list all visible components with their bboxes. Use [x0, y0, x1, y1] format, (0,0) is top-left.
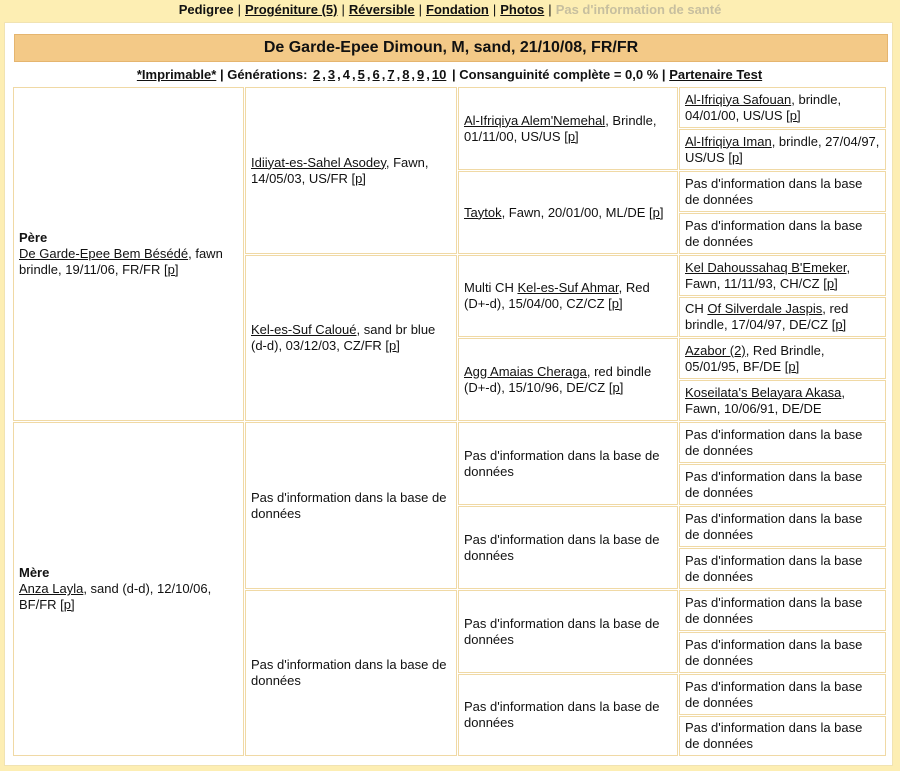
no-info-text: Pas d'information dans la base de données	[685, 510, 863, 542]
gen3-sds-photo-link[interactable]: [p]	[608, 296, 623, 311]
gen3-sds-details: , Red (D+-d), 15/04/00, CZ/CZ	[464, 280, 650, 311]
no-info-text: Pas d'information dans la base de données	[685, 175, 863, 207]
gen4-sddd-link[interactable]: Koseilata's Belayara Akasa	[685, 384, 842, 400]
paternal-grandsire-link[interactable]: Idiiyat-es-Sahel Asodey	[251, 154, 386, 170]
paternal-granddam-details: , sand br blue (d-d), 03/12/03, CZ/FR	[251, 322, 436, 353]
gen3-dds-cell	[458, 590, 678, 673]
gen3-sds-title: Multi CH	[464, 280, 518, 295]
gen4-sdsd-cell	[679, 297, 886, 337]
info-line	[5, 66, 894, 84]
paternal-granddam-link[interactable]: Kel-es-Suf Caloué	[251, 322, 357, 337]
top-navigation	[0, 0, 900, 22]
gen3-sdd-cell	[458, 338, 678, 421]
gen3-ssd-link[interactable]: Taytok	[464, 204, 502, 220]
gen4-sdss-photo-link[interactable]: [p]	[823, 275, 838, 291]
nav-foundation-link[interactable]: Fondation	[426, 2, 489, 17]
no-info-text: Pas d'information dans la base de données	[685, 217, 863, 249]
nav-photos-link[interactable]: Photos	[500, 2, 545, 17]
gen3-sds-link[interactable]: Kel-es-Suf Ahmar	[517, 280, 619, 295]
gen4-sdsd-photo-link[interactable]: [p]	[831, 317, 847, 332]
gen4-dddd-cell	[679, 716, 886, 756]
nav-health-disabled: Pas d'information de santé	[555, 2, 722, 17]
gen4-ssdd-cell	[679, 213, 886, 254]
generations-label: Générations:	[227, 67, 308, 82]
gen4-sdds-details: , Red Brindle, 05/01/95, BF/DE	[685, 342, 825, 374]
gen3-sdd-link[interactable]: Agg Amaias Cheraga	[464, 363, 587, 379]
no-info-text: Pas d'information dans la base de données	[685, 426, 863, 458]
no-info-text: Pas d'information dans la base de données	[685, 468, 863, 500]
nav-separator: |	[237, 2, 241, 17]
gen3-sss-details: , Brindle, 01/11/00, US/US	[464, 112, 657, 144]
gen3-ddd-cell	[458, 674, 678, 756]
sire-photo-link[interactable]: [p]	[164, 262, 179, 277]
gen3-sds-cell	[458, 255, 678, 337]
generation-link-3[interactable]: 3	[327, 67, 336, 82]
generation-link-8[interactable]: 8	[402, 67, 410, 82]
nav-separator: |	[341, 2, 345, 17]
gen4-dssd-cell	[679, 464, 886, 505]
pedigree-panel	[4, 22, 893, 766]
gen4-sdsd-title: CH	[685, 301, 708, 316]
gen4-sdsd-link[interactable]: Of Silverdale Jaspis	[707, 301, 823, 316]
gen4-ssss-link[interactable]: Al-Ifriqiya Safouan	[685, 91, 792, 107]
no-info-text: Pas d'information dans la base de données	[251, 657, 447, 688]
gen3-sss-link[interactable]: Al-Ifriqiya Alem'Nemehal	[464, 112, 606, 128]
paternal-grandsire-photo-link[interactable]: [p]	[351, 170, 366, 186]
generation-current-4: 4	[342, 67, 350, 82]
no-info-text: Pas d'information dans la base de données	[464, 615, 660, 647]
gen3-dss-cell	[458, 422, 678, 505]
dam-name-link[interactable]: Anza Layla	[19, 581, 84, 596]
maternal-granddam-cell	[245, 590, 457, 756]
gen3-sdd-details: , red bindle (D+-d), 15/10/96, DE/CZ	[464, 363, 652, 395]
no-info-text: Pas d'information dans la base de données	[464, 699, 660, 730]
printable-link[interactable]: *Imprimable*	[136, 67, 217, 82]
gen4-sddd-details: , Fawn, 10/06/91, DE/DE	[685, 384, 846, 416]
gen4-sdss-details: , Fawn, 11/11/93, CH/CZ	[685, 259, 851, 291]
no-info-text: Pas d'information dans la base de données	[685, 720, 863, 751]
gen3-dsd-cell	[458, 506, 678, 589]
gen4-sdds-photo-link[interactable]: [p]	[784, 358, 800, 374]
dam-cell	[13, 422, 244, 756]
no-info-text: Pas d'information dans la base de données	[464, 531, 660, 563]
gen4-ssss-cell	[679, 87, 886, 128]
gen4-sssd-details: , brindle, 27/04/97, US/US	[685, 133, 880, 165]
gen3-ssd-photo-link[interactable]: [p]	[648, 204, 664, 220]
generation-link-5[interactable]: 5	[357, 67, 365, 82]
gen4-sssd-cell	[679, 129, 886, 170]
gen3-sss-cell	[458, 87, 678, 170]
gen4-dsds-cell	[679, 506, 886, 547]
paternal-granddam-photo-link[interactable]: [p]	[385, 338, 400, 353]
inbreeding-value: Consanguinité complète = 0,0 %	[459, 67, 659, 82]
gen4-dsss-cell	[679, 422, 886, 463]
nav-reversible-link[interactable]: Réversible	[348, 2, 415, 17]
sire-cell	[13, 87, 244, 421]
gen4-sdsd-details: , red brindle, 17/04/97, DE/CZ	[685, 301, 849, 332]
no-info-text: Pas d'information dans la base de données	[464, 447, 660, 479]
sire-role-label: Père	[19, 230, 48, 245]
gen4-sdss-cell	[679, 255, 886, 296]
gen4-sddd-cell	[679, 380, 886, 421]
dam-role-label: Mère	[19, 565, 50, 580]
gen4-ssss-photo-link[interactable]: [p]	[786, 107, 801, 123]
nav-separator: |	[492, 2, 497, 17]
gen4-ddds-cell	[679, 674, 886, 715]
info-separator: |	[219, 67, 224, 82]
info-separator: |	[452, 67, 456, 82]
no-info-text: Pas d'information dans la base de données	[685, 678, 863, 710]
generation-link-2[interactable]: 2	[313, 67, 321, 82]
nav-separator: |	[418, 2, 423, 17]
gen4-ddsd-cell	[679, 632, 886, 673]
gen3-sss-photo-link[interactable]: [p]	[564, 128, 579, 144]
info-separator: |	[661, 67, 666, 82]
paternal-granddam-cell	[245, 255, 457, 421]
gen4-sssd-link[interactable]: Al-Ifriqiya Iman	[685, 133, 772, 149]
no-info-text: Pas d'information dans la base de données	[685, 552, 863, 584]
gen3-sdd-photo-link[interactable]: [p]	[608, 379, 624, 395]
dam-details: , sand (d-d), 12/10/06, BF/FR	[19, 581, 212, 612]
paternal-grandsire-cell	[245, 87, 457, 254]
generation-link-9[interactable]: 9	[417, 67, 425, 82]
gen4-ddss-cell	[679, 590, 886, 631]
gen3-ssd-details: , Fawn, 20/01/00, ML/DE	[501, 204, 649, 220]
maternal-grandsire-cell	[245, 422, 457, 589]
sire-details: , fawn brindle, 19/11/06, FR/FR	[19, 246, 223, 277]
gen4-sdss-link[interactable]: Kel Dahoussahaq B'Emeker	[685, 259, 847, 275]
test-partner-link[interactable]: Partenaire Test	[669, 67, 763, 82]
generation-link-7[interactable]: 7	[387, 67, 395, 82]
gen4-sdds-link[interactable]: Azabor (2)	[685, 342, 746, 358]
nav-separator: |	[548, 2, 552, 17]
nav-pedigree: Pedigree	[178, 2, 234, 17]
sire-name-link[interactable]: De Garde-Epee Bem Bésédé	[19, 246, 189, 261]
gen4-ssss-details: , brindle, 04/01/00, US/US	[685, 91, 842, 123]
gen4-sssd-photo-link[interactable]: [p]	[728, 149, 743, 165]
paternal-grandsire-details: , Fawn, 14/05/03, US/FR	[251, 154, 429, 186]
generation-link-10[interactable]: 10	[431, 67, 447, 82]
generations-list: 2 , 3 , 4 , 5 , 6 , 7 , 8 , 9 , 10	[313, 67, 447, 82]
generation-link-6[interactable]: 6	[372, 67, 380, 82]
no-info-text: Pas d'information dans la base de données	[685, 594, 863, 626]
page-title: De Garde-Epee Dimoun, M, sand, 21/10/08, FR/FR	[14, 34, 888, 62]
no-info-text: Pas d'information dans la base de données	[251, 489, 447, 521]
gen3-ssd-cell	[458, 171, 678, 254]
dam-photo-link[interactable]: [p]	[60, 597, 75, 612]
gen4-sdds-cell	[679, 338, 886, 379]
no-info-text: Pas d'information dans la base de données	[685, 636, 863, 668]
gen4-dsdd-cell	[679, 548, 886, 589]
nav-progeny-link[interactable]: Progéniture (5)	[245, 2, 338, 17]
gen4-ssds-cell	[679, 171, 886, 212]
